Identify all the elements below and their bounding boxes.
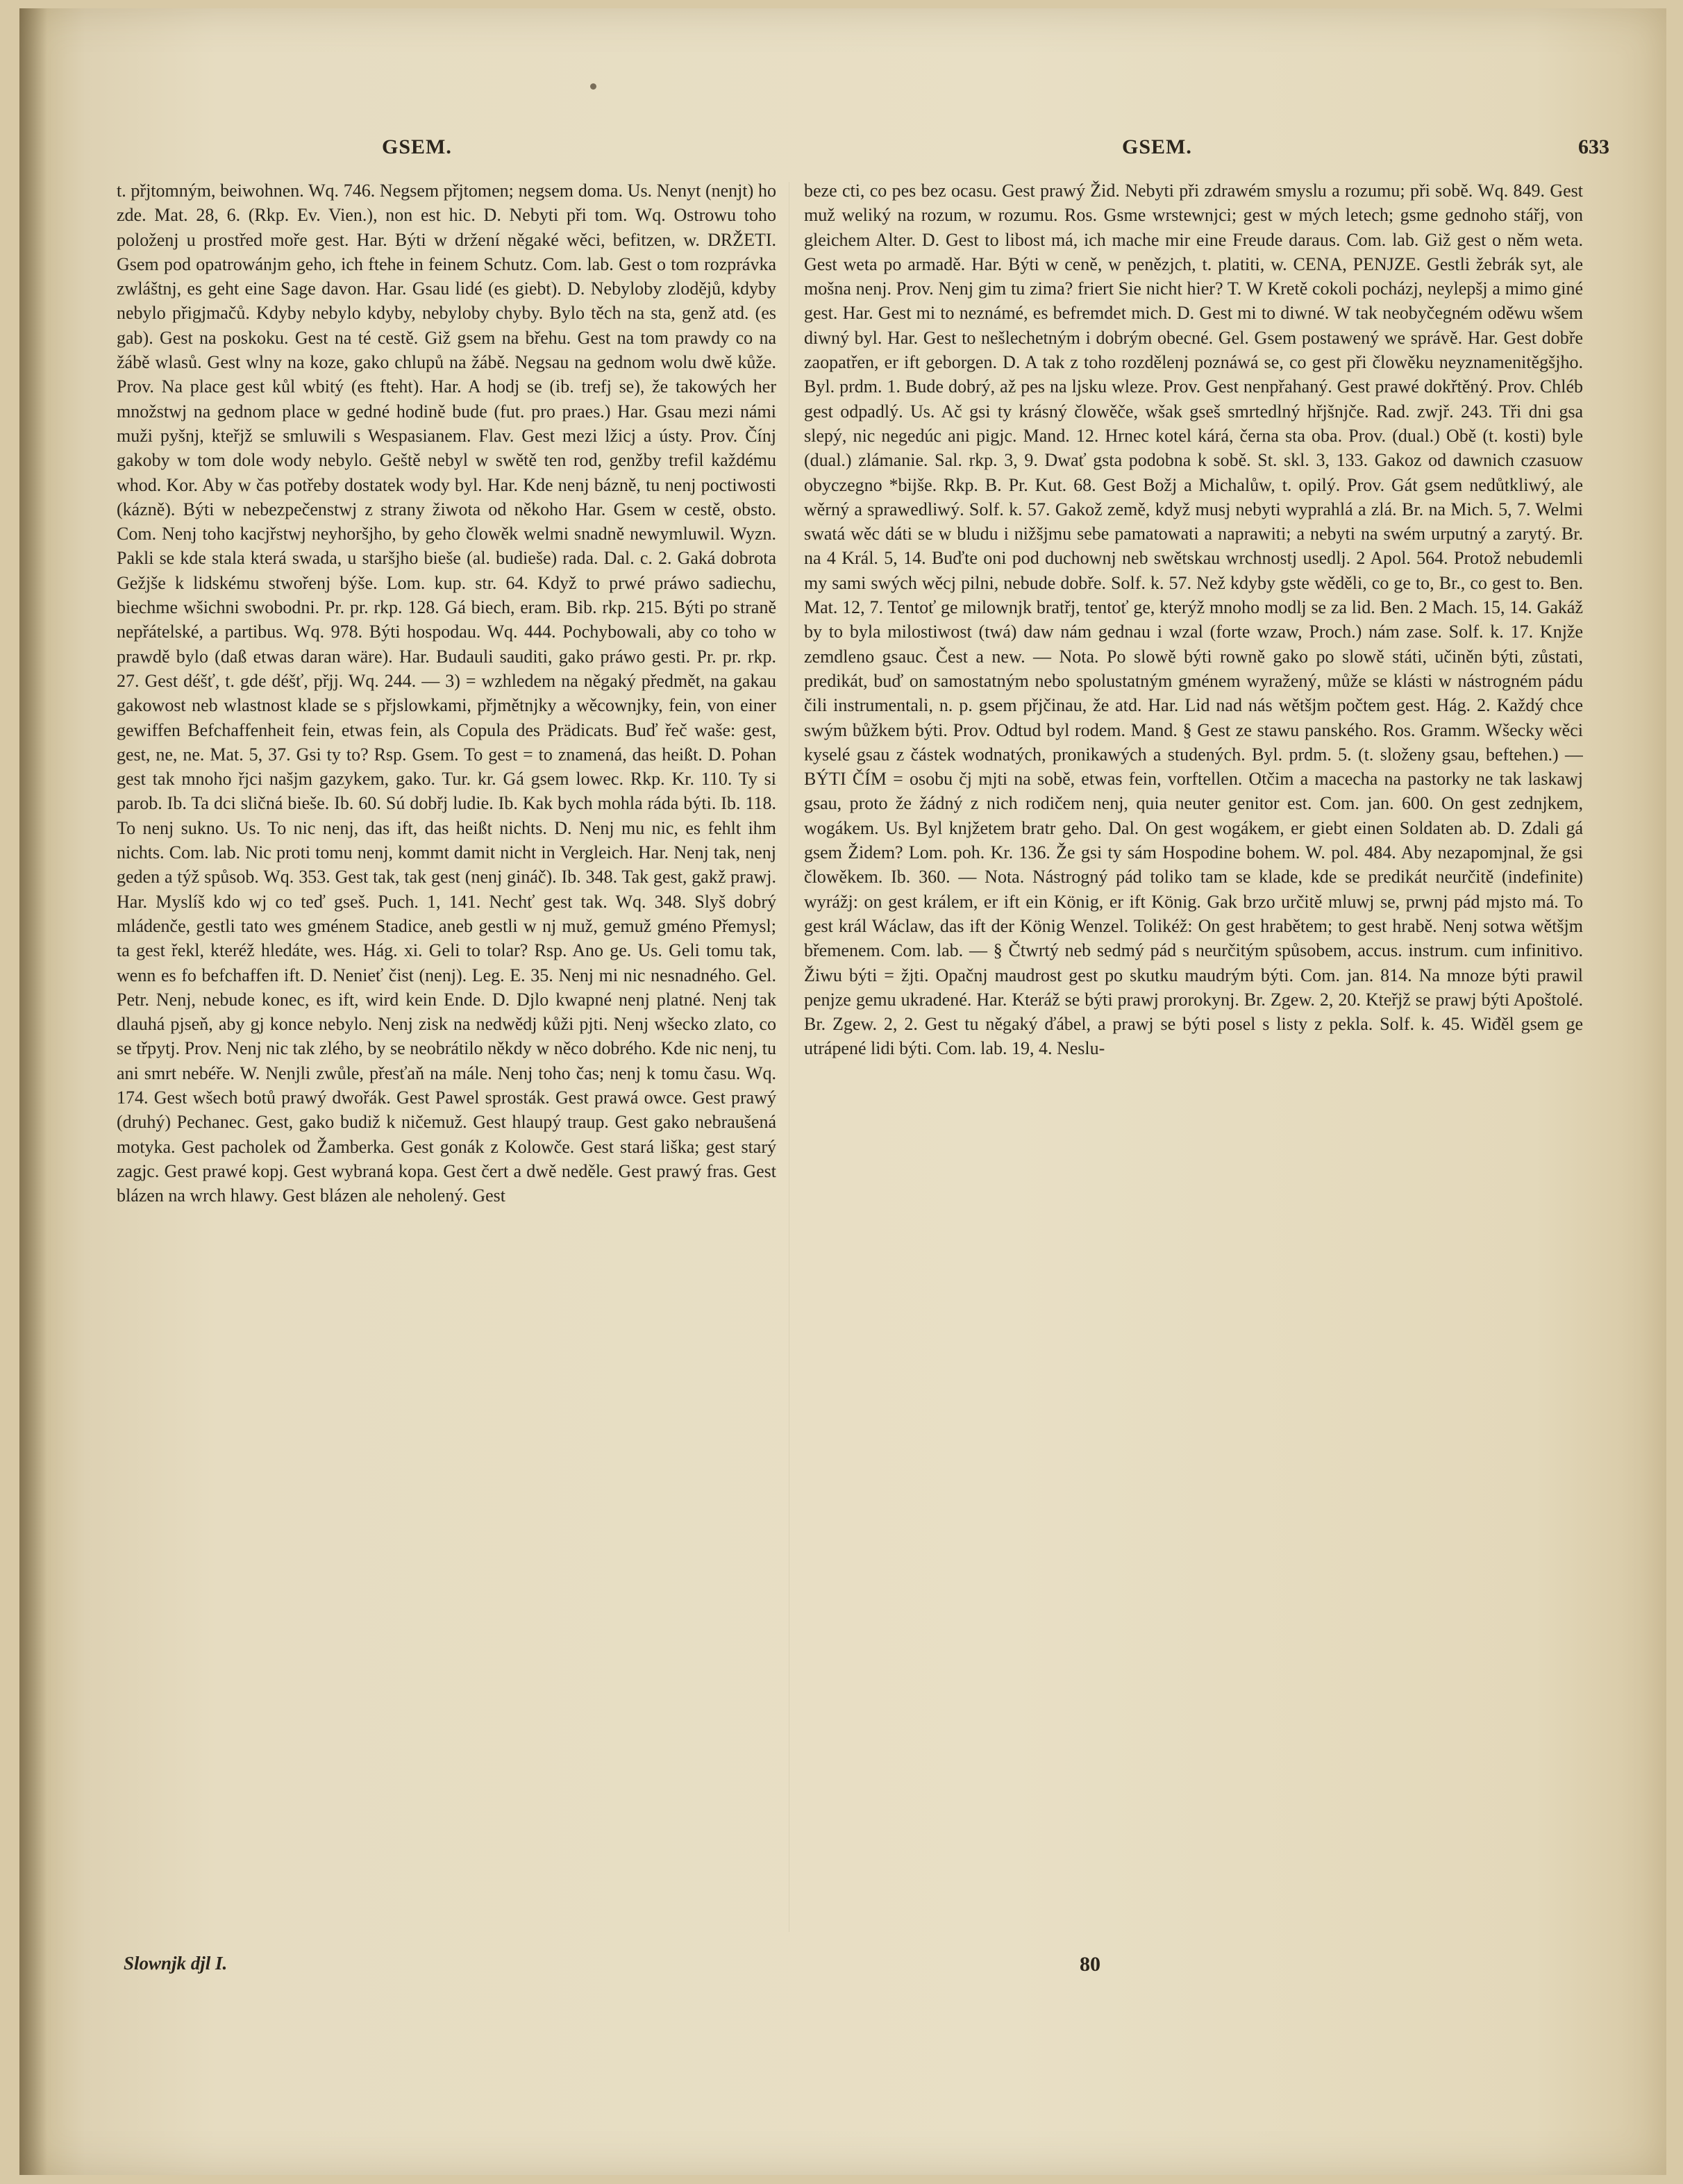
printer-signature: 80 xyxy=(1080,1953,1100,1976)
ink-speck xyxy=(590,83,596,90)
left-column-text: t. přjtomným, beiwohnen. Wq. 746. Negsem přjtomen; negsem doma. Us. Nenyt (nenjt) ho zde. Mat. 28, 6. (Rkp. Ev. Vien.), non est hic. D. Nebyti při tom. Wq. Ostrowu toho položenj u prostřed moře gest. Har. Býti w držení něgaké wěci, befitzen, w. DRŽETI. Gsem pod opatrowánjm geho, ich ftehe in feinem Schutz. Com. lab. Gest o tom rozprávka zwláštnj, es geht eine Sage davon. Har. Gsau lidé (es giebt). D. Nebyloby zlodějů, kdyby nebylo přigjmačů. Kdyby nebylo kdyby, nebyloby chyby. Bylo těch na sta, genž atd. (es gab). Gest na poskoku. Gest na té cestě. Giž gsem na břehu. Gest na tom prawdy co na žábě wlasů. Gest wlny na koze, gako chlupů na žábě. Negsau na gednom wolu dwě kůže. Prov. Na place gest kůl wbitý (es fteht). Har. A hodj se (ib. trefj se), že takowých her množstwj na gednom place w gedné hodině bude (fut. pro praes.) Har. Gsau mezi námi muži pyšnj, kteřjž se smluwili s Wespasianem. Flav. Gest mezi lžicj a ústy. Prov. Čínj gakoby w tom dole wody nebylo. Geště nebyl w swětě ten rod, genžby trefil každému whod. Kor. Aby w čas potřeby dostatek wody byl. Har. Kde nenj bázně, tu nenj poctiwosti (kázně). Býti w nebezpečenstwj z strany žiwota od někoho Har. Gsem w cestě, obsto. Com. Nenj toho kacjřstwj neyhoršjho, by geho člowěk welmi snadně newymluwil. Wyzn. Pakli se kde stala která swada, u staršjho bieše (al. budieše) rada. Dal. c. 2. Gaká dobrota Gežjše k lidskému stwořenj býše. Lom. kup. str. 64. Když to prwé práwo sadiechu, biechme wšichni swobodni. Pr. pr. rkp. 128. Gá biech, eram. Bib. rkp. 215. Býti po straně nepřátelské, a partibus. Wq. 978. Býti hospodau. Wq. 444. Pochybowali, aby co toho w prawdě bylo (daß etwas daran wäre). Har. Budauli sauditi, gako práwo gesti. Pr. pr. rkp. 27. Gest déšť, t. gde déšť, přjj. Wq. 244. — 3) = wzhledem na něgaký předmět, na gakau gakowost neb wlastnost klade se s přjslowkami, přjmětnjky a wěcownjky, fein, von einer gewiffen Befchaffenheit fein, etwas fein, als Copula des Prädicats. Buď řeč waše: gest, gest, ne, ne. Mat. 5, 37. Gsi ty to? Rsp. Gsem. To gest = to znamená, das heißt. D. Pohan gest tak mnoho řjci našjm gazykem, gako. Tur. kr. Gá gsem lowec. Rkp. Kr. 110. Ty si parob. Ib. Ta dci sličná bieše. Ib. 60. Sú dobřj ludie. Ib. Kak bych mohla ráda býti. Ib. 118. To nenj sukno. Us. To nic nenj, das ift, das heißt nichts. D. Nenj mu nic, es fehlt ihm nichts. Com. lab. Nic proti tomu nenj, kommt damit nicht in Vergleich. Har. Nenj tak, nenj geden a týž spůsob. Wq. 353. Gest tak, tak gest (nenj gináč). Ib. 348. Tak gest, gakž prawj. Har. Myslíš kdo wj co teď gseš. Puch. 1, 141. Nechť gest tak. Wq. 348. Slyš dobrý mládenče, gestli tato wes gménem Stadice, aneb gestli w nj muž, gemuž gméno Přemysl; ta gest řekl, kteréž hledáte, wes. Hág. xi. Geli to tolar? Rsp. Ano ge. Us. Geli tomu tak, wenn es fo befchaffen ift. D. Nenieť čist (nenj). Leg. E. 35. Nenj mi nic nesnadného. Gel. Petr. Nenj, nebude konec, es ift, wird kein Ende. D. Djlo kwapné nenj platné. Nenj tak dlauhá pjseň, aby gj konce nebylo. Nenj zisk na nedwědj kůži pjti. Nenj wšecko zlato, co se třpytj. Prov. Nenj nic tak zlého, by se neobrátilo někdy w něco dobrého. Kde nic nenj, tu ani smrt nebéře. W. Nenjli zwůle, přesťaň na mále. Nenj toho čas; nenj k tomu času. Wq. 174. Gest wšech botů prawý dwořák. Gest Pawel sprosták. Gest prawá owce. Gest prawý (druhý) Pechanec. Gest, gako budiž k ničemuž. Gest hlaupý traup. Gest gako nebraušená motyka. Gest pacholek od Žamberka. Gest gonák z Kolowče. Gest stará liška; gest starý zagjc. Gest prawé kopj. Gest wybraná kopa. Gest čert a dwě neděle. Gest prawý fras. Gest blázen na wrch hlawy. Gest blázen ale neholený. Gest xyxy=(117,181,776,1206)
right-column xyxy=(804,178,1583,1915)
volume-title: Slownjk djl I. xyxy=(124,1953,228,1974)
dictionary-page xyxy=(19,8,1666,2175)
spine-shadow xyxy=(19,8,47,2175)
page-number: 633 xyxy=(1578,135,1609,158)
left-column xyxy=(117,178,776,1915)
right-column-text: beze cti, co pes bez ocasu. Gest prawý Žid. Nebyti při zdrawém smyslu a rozumu; při sobě. Wq. 849. Gest muž weliký na rozum, w rozumu. Ros. Gsme wrstewnjci; gest w mých letech; gsme gednoho stářj, von gleichem Alter. D. Gest to libost má, ich mache mir eine Freude daraus. Com. lab. Giž gest o něm weta. Gest weta po armadě. Har. Býti w ceně, w penězjch, t. platiti, w. CENA, PENJZE. Gestli žebrák syt, ale mošna nenj. Prov. Nenj gim tu zima? friert Sie nicht hier? T. W Kretě cokoli pocházj, neylepšj a mimo giné gest. Har. Gest mi to neznámé, es befremdet mich. D. Gest mi to diwné. W tak neobyčegném oděwu wšem diwný byl. Har. Gest to nešlechetným i dobrým obecné. Gel. Gsem postawený we správě. Har. Gest dobře zaopatřen, er ift geborgen. D. A tak z toho rozdělenj poznáwá se, co gest při člowěku neyznamenitěgšjho. Byl. prdm. 1. Bude dobrý, až pes na ljsku wleze. Prov. Gest nenpřahaný. Gest prawé dokřtěný. Prov. Chléb gest odpadlý. Us. Ač gsi ty krásný člowěče, wšak gseš smrtedlný hřjšnjče. Rad. zwjř. 243. Tři dni gsa slepý, nic negedúc ani pigjc. Mand. 12. Hrnec kotel kárá, černa sta oba. Prov. (dual.) Obě (t. kosti) byle (dual.) zlámanie. Sal. rkp. 3, 9. Dwať gsta podobna k sobě. St. skl. 3, 133. Gakoz od dawnich czasuow obyczegno *bijše. Rkp. B. Pr. Kut. 68. Gest Božj a Michalůw, t. opilý. Prov. Gát gsem nedůtkliwý, ale wěrný a sprawedliwý. Solf. k. 57. Gakož země, když musj nebyti wyprahlá a zlá. Br. na Mich. 5, 7. Welmi swatá wěc dáti se w bludu i nižšjmu sebe pamatowati a naprawiti; a nebyti na swém urputný a zarytý. Br. na 4 Král. 5, 14. Buďte oni pod duchownj neb swětskau wrchnostj usedlj. 2 Apol. 564. Protož nebudemli my sami swých wěcj pilni, nebude dobře. Solf. k. 57. Než kdyby gste wěděli, co ge to, Br., co gest to. Ben. Mat. 12, 7. Tentoť ge milownjk bratřj, tentoť ge, kterýž mnoho modlj se za lid. Ben. 2 Mach. 15, 14. Gakáž by to byla milostiwost (twá) daw nám gednau i wzal (forte wzaw, Proch.) nám zase. Solf. k. 17. Knjže zemdleno gsauc. Čest a new. — Nota. Po slowě býti rowně gako po slowě státi, učiněn býti, zůstati, predikát, buď on samostatným nebo spolustatným gménem wyražený, může se klásti w nástrogném pádu čili instrumentali, n. p. gsem přjčinau, že atd. Har. Lid nad nás wětšjm počtem gest. Hág. 2. Každý chce swým bůžkem býti. Prov. Odtud byl rodem. Mand. § Gest ze stawu panského. Ros. Gramm. Wšecky wěci kyselé gsau z částek wodnatých, pronikawých a studených. Byl. prdm. 5. (t. složeny gsau, beftehen.) — BÝTI ČÍM = osobu čj mjti na sobě, etwas fein, vorftellen. Otčim a macecha na pastorky ne tak laskawj gsau, proto že žádný z nich rodičem nenj, quia neuter genitor est. Com. jan. 600. On gest zednjkem, wogákem. Us. Byl knjžetem bratr geho. Dal. On gest wogákem, er giebt einen Soldaten ab. D. Zdali gá gsem Židem? Lom. poh. Kr. 136. Že gsi ty sám Hospodine bohem. W. pol. 484. Aby nezapomjnal, že gsi člowěkem. Ib. 360. — Nota. Nástrogný pád toliko tam se klade, kde se predikát neurčitě (indefinite) wyrážj: on gest králem, er ift ein König, er ift König. Gak brzo určitě mluwj se, prwnj pád mjsto má. To gest král Wáclaw, das ift der König Wenzel. Tolikéž: On gest hrabětem; to gest hrabě. Nenj sotwa wětšjm břemenem. Com. lab. — § Čtwrtý neb sedmý pád s neurčitým spůsobem, accus. instrum. cum infinitivo. Žiwu býti = žjti. Opačnj maudrost gest po skutku maudrým býti. Com. jan. 814. Na mnoze býti prawil penjze gemu ukradené. Har. Kteráž se býti prawj prorokynj. Br. Zgew. 2, 20. Kteřjž se prawj býti Apoštolé. Br. Zgew. 2, 2. Gest tu něgaký ďábel, a prawj se býti posel s listy z pekla. Solf. k. 45. Wiđěl gsem ge utrápené lidi býti. Com. lab. 19, 4. Neslu- xyxy=(804,181,1583,1059)
running-head-left: GSEM. xyxy=(382,135,452,158)
running-head-right: GSEM. xyxy=(1122,135,1192,158)
